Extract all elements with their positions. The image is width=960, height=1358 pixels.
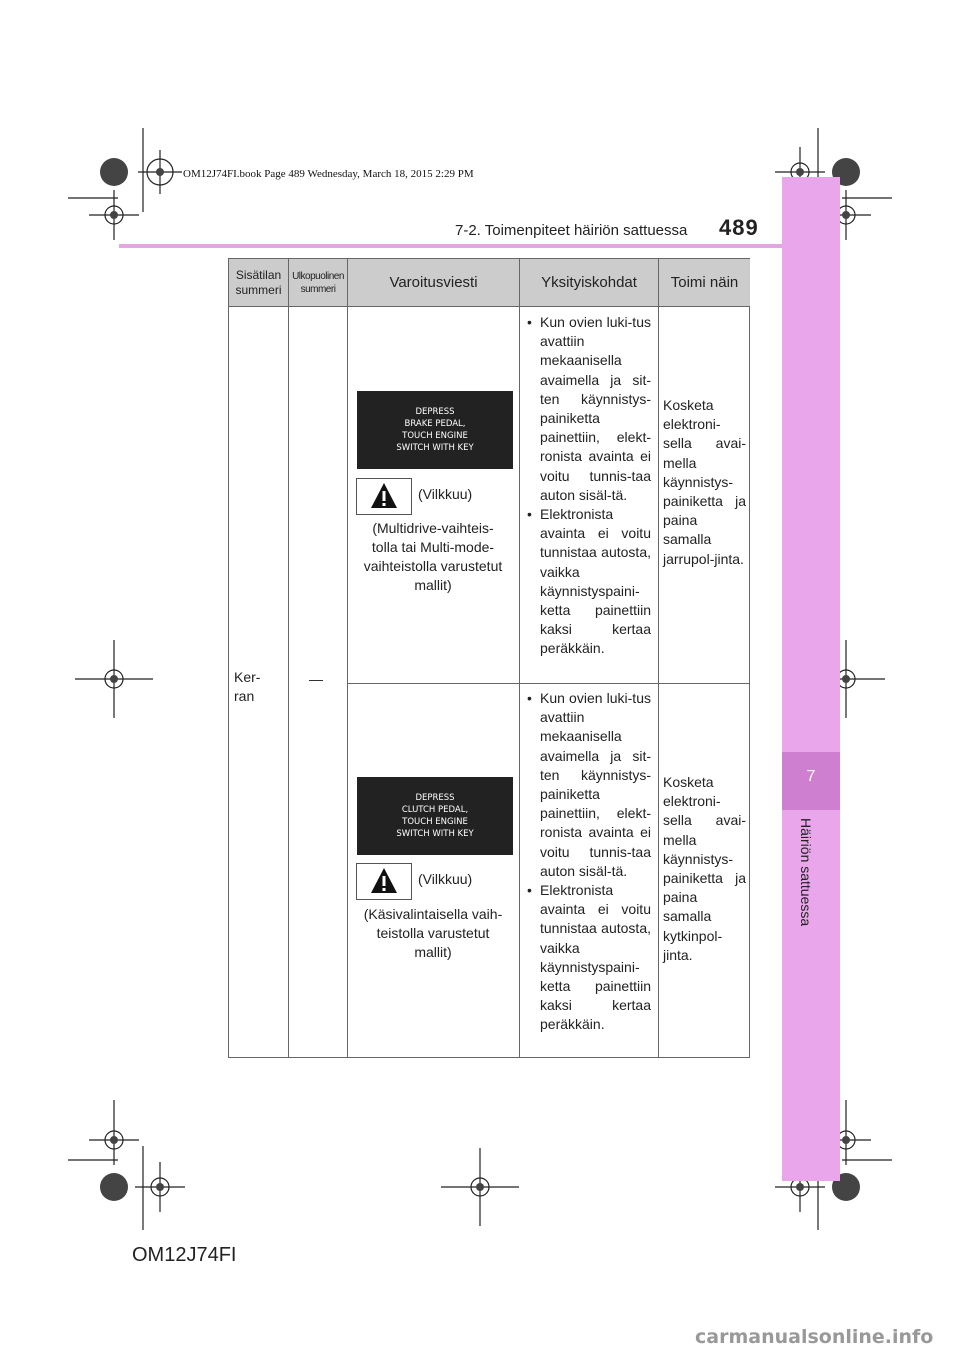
header-details: Yksityiskohdat	[520, 259, 659, 306]
row-divider	[347, 683, 750, 684]
list-item: • Kun ovien luki-tus avattiin mekaanisella avaimella ja sit-ten käynnistys-painiketta painettiin, elekt-ronista avainta ei voitu tunnis-taa auton sisäl-tä.	[527, 689, 651, 881]
brake-pedal-message-display: DEPRESS BRAKE PEDAL, TOUCH ENGINE SWITCH WITH KEY	[357, 391, 513, 469]
header-action: Toimi näin	[659, 259, 750, 306]
interior-buzzer-value: Ker- ran	[234, 669, 261, 705]
clutch-pedal-message-display: DEPRESS CLUTCH PEDAL, TOUCH ENGINE SWITCH WITH KEY	[357, 777, 513, 855]
exterior-buzzer-value: —	[309, 671, 323, 687]
print-info: OM12J74FI.book Page 489 Wednesday, March 18, 2015 2:29 PM	[183, 168, 474, 180]
page-number: 489	[719, 215, 759, 240]
model-variant-note: (Multidrive-vaihteis- tolla tai Multi-mode- vaihteistolla varustetut mallit)	[363, 520, 503, 593]
list-item: • Elektronista avainta ei voitu tunnistaa autosta, vaikka käynnistyspaini-ketta painettiin kaksi kertaa peräkkäin.	[527, 881, 651, 1035]
column-divider	[288, 306, 289, 1058]
section-title: 7-2. Toimenpiteet häiriön sattuessa	[455, 222, 688, 239]
list-item: • Elektronista avainta ei voitu tunnistaa autosta, vaikka käynnistyspaini-ketta painettiin kaksi kertaa peräkkäin.	[527, 505, 651, 659]
list-item: • Kun ovien luki-tus avattiin mekaanisella avaimella ja sit-ten käynnistys-painiketta painettiin, elekt-ronista avainta ei voitu tunnis-taa auton sisäl-tä.	[527, 313, 651, 505]
watermark[interactable]: carmanualsonline.info	[695, 1326, 934, 1348]
warning-icon	[356, 863, 412, 900]
details-list	[527, 689, 651, 1035]
chapter-title: Häiriön sattuessa	[798, 818, 814, 927]
header-rule	[119, 244, 840, 248]
column-divider	[519, 306, 520, 1058]
warning-table	[228, 258, 750, 1058]
header-divider	[229, 306, 750, 307]
action-text: Kosketa elektroni-sella avai-mella käynnistys-painiketta ja paina samalla jarrupol-jinta.	[663, 397, 746, 567]
header-exterior-buzzer: Ulkopuolinen summeri	[289, 259, 348, 306]
blink-label: (Vilkkuu)	[418, 871, 473, 887]
chapter-number: 7	[806, 768, 816, 785]
column-divider	[658, 306, 659, 1058]
details-list	[527, 313, 651, 659]
model-variant-note: (Käsivalintaisella vaih- teistolla varustetut mallit)	[363, 906, 503, 960]
column-divider	[347, 306, 348, 1058]
header-interior-buzzer: Sisätilan summeri	[229, 259, 289, 306]
header-warning-message: Varoitusviesti	[348, 259, 520, 306]
warning-icon	[356, 478, 412, 515]
action-text: Kosketa elektroni-sella avai-mella käynnistys-painiketta ja paina samalla kytkinpol-jinta.	[663, 774, 746, 963]
manual-code: OM12J74FI	[132, 1244, 237, 1266]
blink-label: (Vilkkuu)	[418, 486, 473, 502]
chapter-side-tab	[782, 177, 840, 1181]
